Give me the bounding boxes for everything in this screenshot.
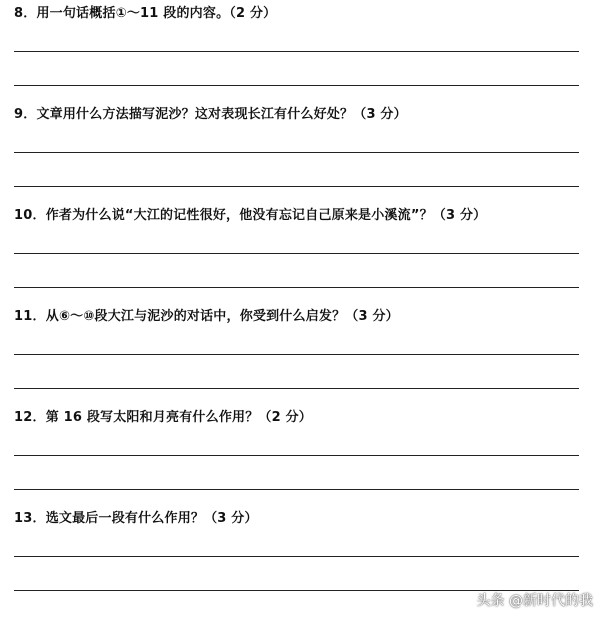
- answer-line: [14, 354, 579, 355]
- answer-line: [14, 186, 579, 187]
- answer-line: [14, 455, 579, 456]
- question-10-text: 10．作者为什么说“大江的记性很好，他没有忘记自己原来是小溪流”？（3 分）: [14, 208, 487, 223]
- question-9: [14, 106, 579, 207]
- answer-line: [14, 253, 579, 254]
- answer-line: [14, 152, 579, 153]
- question-12: [14, 409, 579, 510]
- answer-line: [14, 51, 579, 52]
- answer-line: [14, 556, 579, 557]
- question-10: [14, 207, 579, 308]
- question-8-text: 8．用一句话概括①～11 段的内容。（2 分）: [14, 6, 277, 21]
- question-11: [14, 308, 579, 409]
- question-13-text: 13．选文最后一段有什么作用？（3 分）: [14, 511, 258, 526]
- question-8: [14, 5, 579, 106]
- answer-line: [14, 489, 579, 490]
- question-9-text: 9．文章用什么方法描写泥沙？这对表现长江有什么好处？（3 分）: [14, 107, 407, 122]
- watermark: 头条 @新时代的我: [476, 593, 593, 609]
- question-11-text: 11．从⑥～⑩段大江与泥沙的对话中，你受到什么启发？（3 分）: [14, 309, 399, 324]
- answer-line: [14, 388, 579, 389]
- answer-line: [14, 85, 579, 86]
- answer-line: [14, 287, 579, 288]
- question-12-text: 12．第 16 段写太阳和月亮有什么作用？（2 分）: [14, 410, 313, 425]
